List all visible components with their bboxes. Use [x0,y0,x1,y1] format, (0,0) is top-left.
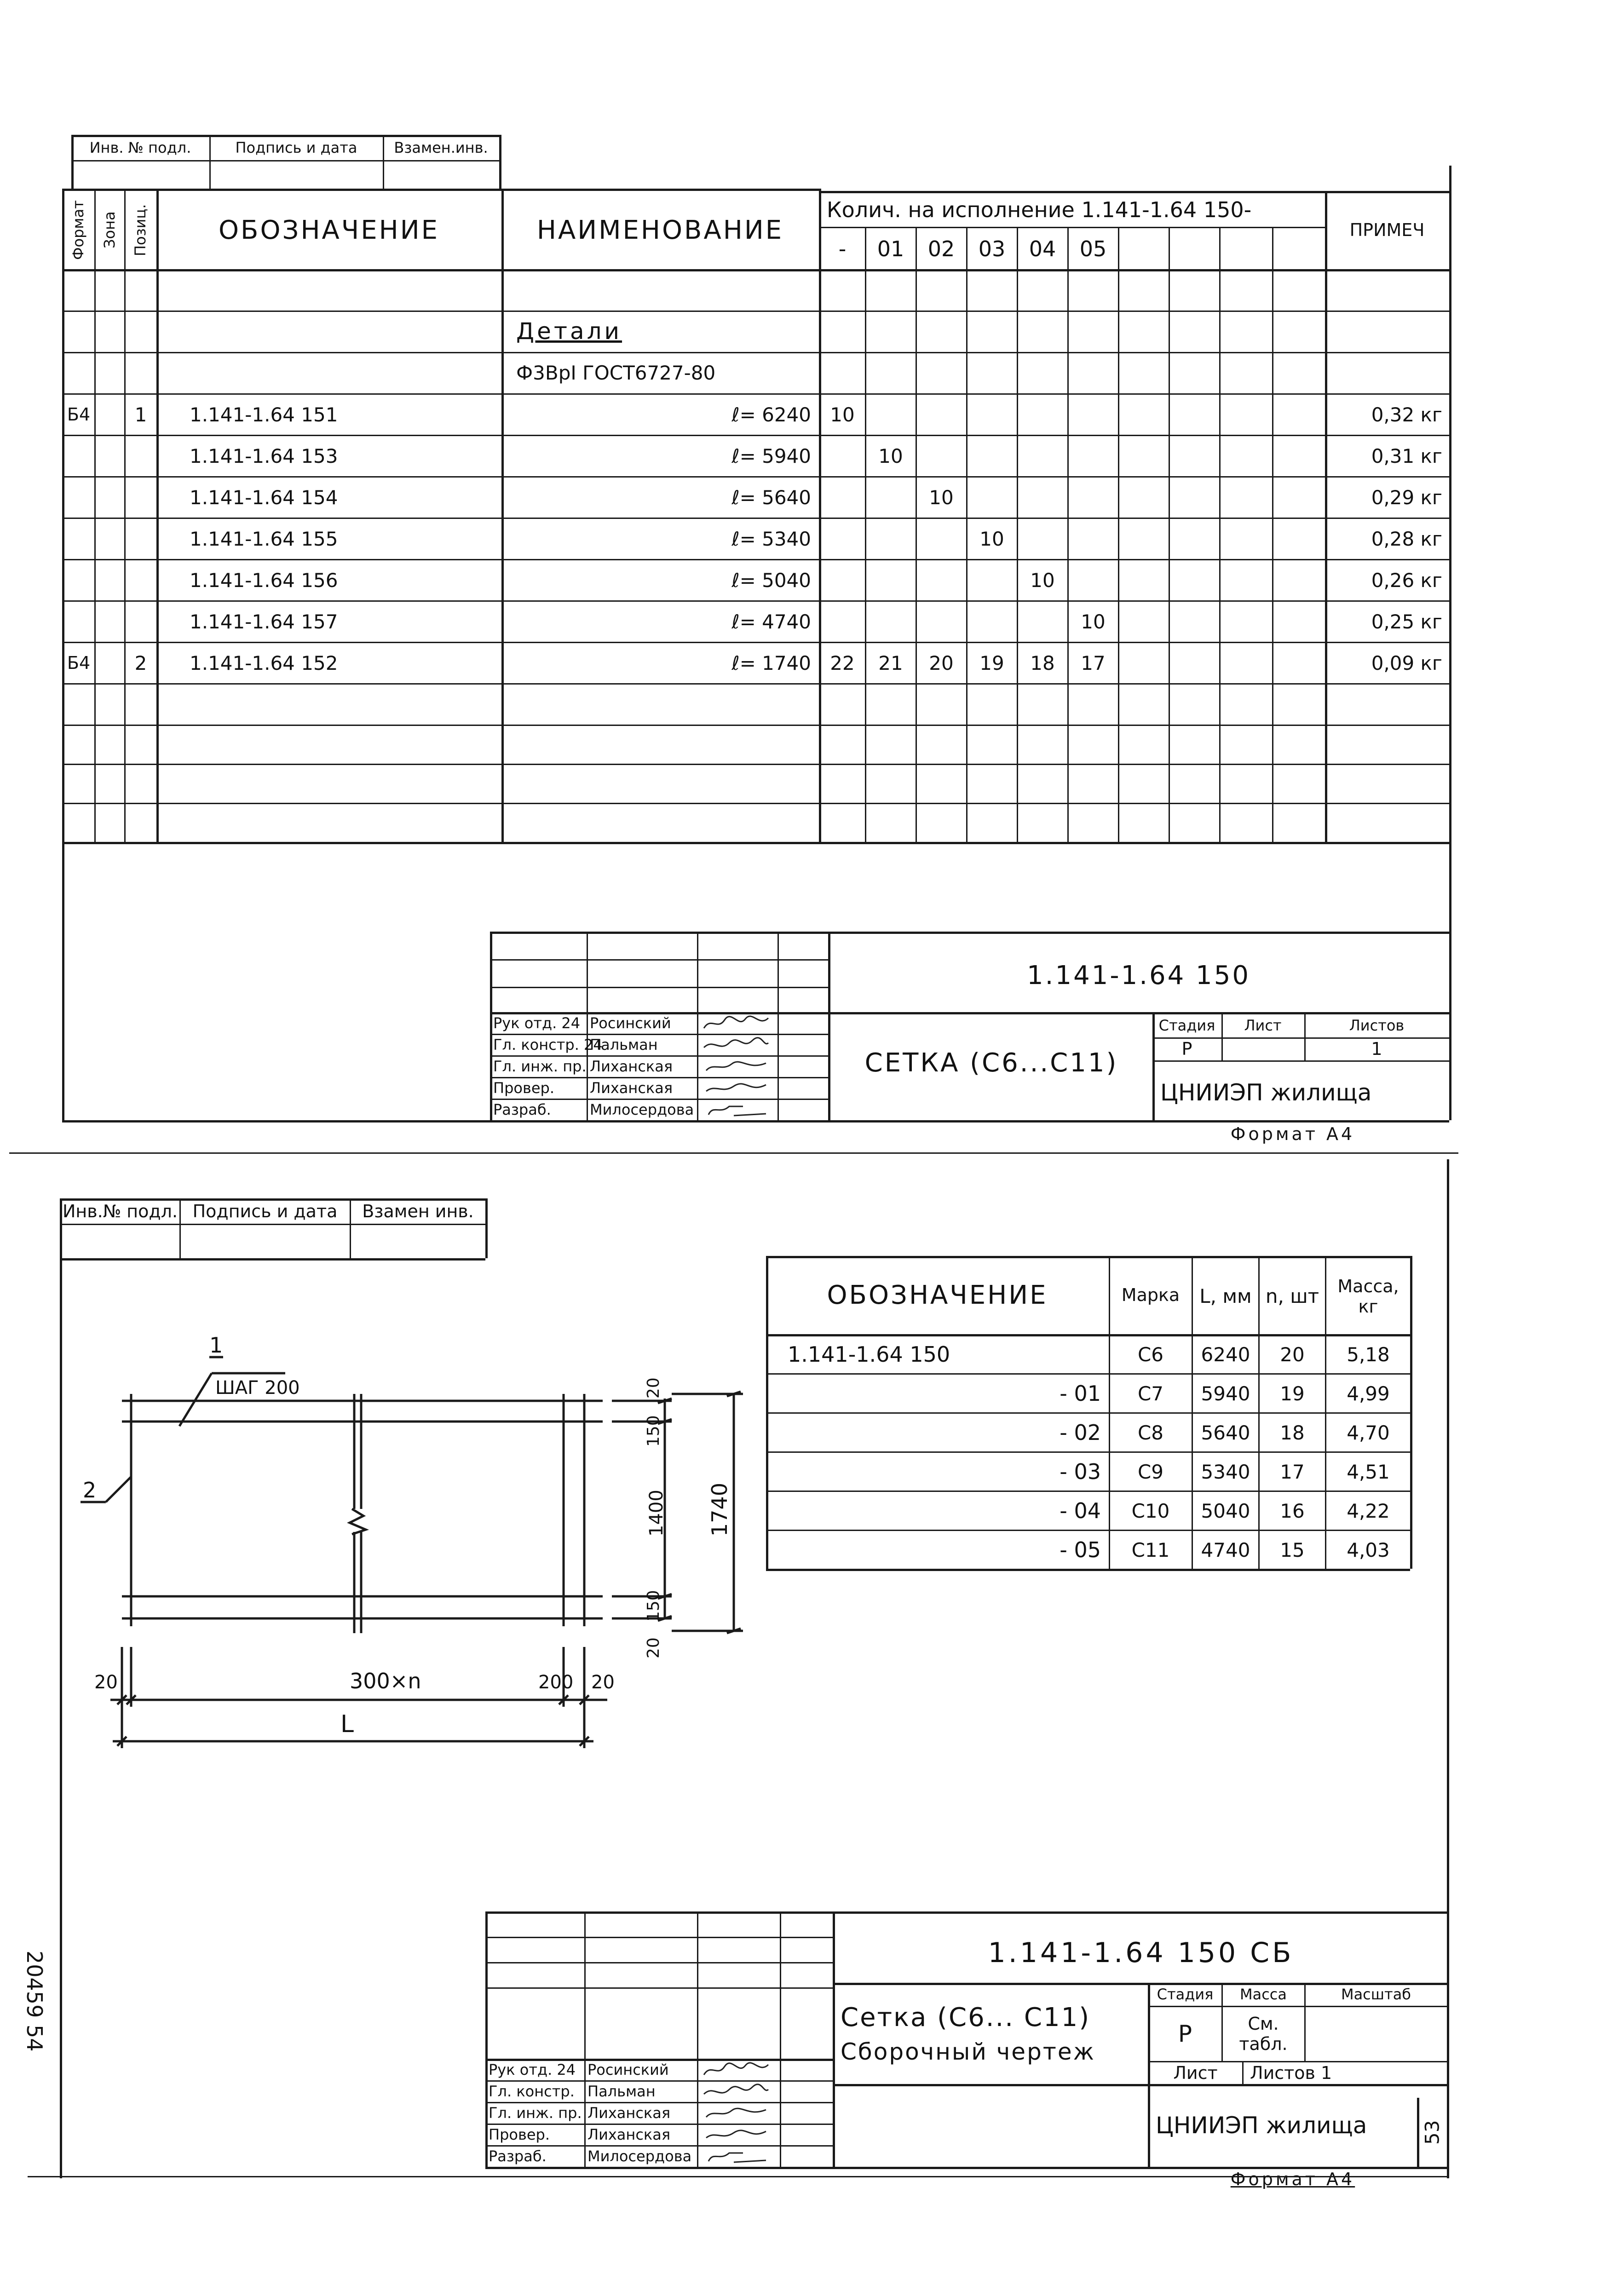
stage-value: Р [1181,1039,1192,1059]
variant-02: 02 [927,236,955,261]
doc-number: 1.141-1.64 150 СБ [988,1937,1294,1969]
variant-01: 01 [877,236,904,261]
col-mark: Марка [1121,1285,1180,1305]
signature [702,1079,771,1097]
callout-1-label: 1 [209,1333,223,1358]
col-format: Формат [69,200,87,260]
signature [702,2083,771,2100]
signature [702,2126,771,2143]
organization: ЦНИИЭП жилища [1160,1079,1372,1106]
col-designation: ОБОЗНАЧЕНИЕ [218,215,440,245]
dim-1740: 1740 [707,1482,732,1537]
sheet-separator [9,1152,1458,1154]
doc-number: 1.141-1.64 150 [1027,960,1250,990]
dim-span: 300×n [350,1669,421,1693]
dim-right-20: 20 [591,1672,615,1693]
step-label: ШАГ 200 [215,1377,300,1399]
mesh-drawing [64,1325,764,1757]
material-spec: Ф3ВрI ГОСТ6727-80 [516,361,716,384]
variant-03: 03 [978,236,1006,261]
section-title: Детали [516,318,622,345]
dim-20-top: 20 [644,1377,663,1399]
signature [702,2147,771,2165]
col-mass: Масса, кг [1337,1276,1399,1317]
mass-label: Масса [1239,1986,1287,2003]
sign-date-label: Подпись и дата [192,1201,338,1221]
signature [702,2104,771,2122]
doc-title: Сетка (С6... С11) [841,2002,1091,2032]
signature [702,2061,771,2078]
variant-base: - [838,236,847,261]
format-label: Формат А4 [1230,2169,1355,2189]
signature [702,1101,771,1118]
callout-2-label: 2 [83,1478,97,1502]
signature [702,1036,771,1053]
sheets-label: Листов 1 [1250,2062,1332,2083]
dim-200: 200 [538,1672,574,1693]
dim-L: L [340,1710,354,1738]
inv-label: Инв. № подл. [89,139,191,156]
doc-title: СЕТКА (С6...С11) [864,1048,1118,1078]
dim-left-20: 20 [94,1672,118,1693]
col-count: n, шт [1265,1285,1319,1307]
dim-150-top: 150 [644,1415,663,1447]
replace-inv-label: Взамен инв. [362,1201,474,1221]
col-zone: Зона [101,211,118,249]
organization: ЦНИИЭП жилища [1156,2112,1367,2139]
format-label: Формат А4 [1230,1124,1355,1144]
doc-subtitle: Сборочный чертеж [841,2038,1095,2065]
mass-value: См. табл. [1239,2014,1288,2054]
signature [702,1058,771,1075]
replace-inv-label: Взамен.инв. [394,139,488,156]
col-length: L, мм [1199,1285,1252,1307]
stage-label: Стадия [1158,1017,1215,1034]
col-name: НАИМЕНОВАНИЕ [536,215,784,245]
side-note: 20459 54 [22,1951,47,2052]
dim-20-bot: 20 [644,1637,663,1658]
dim-150-bot: 150 [644,1590,663,1622]
sign-date-label: Подпись и дата [235,139,357,156]
sheets-value: 1 [1371,1039,1382,1059]
page-number: 53 [1421,2120,1444,2145]
inv-label: Инв.№ подл. [62,1201,178,1221]
col-quantity: Колич. на исполнение 1.141-1.64 150- [827,197,1252,222]
sheet-label: Лист [1244,1017,1282,1034]
sheet-label: Лист [1173,2062,1218,2083]
scale-label: Масштаб [1341,1986,1411,2003]
col-note: ПРИМЕЧ [1349,220,1425,240]
signature [702,1014,771,1032]
sheets-label: Листов [1349,1017,1405,1034]
col-designation: ОБОЗНАЧЕНИЕ [827,1280,1048,1310]
stage-label: Стадия [1157,1986,1214,2003]
col-position: Позиц. [132,204,149,256]
dim-1400: 1400 [646,1490,667,1537]
variant-04: 04 [1029,236,1056,261]
stage-value: Р [1178,2020,1192,2047]
variant-05: 05 [1079,236,1107,261]
